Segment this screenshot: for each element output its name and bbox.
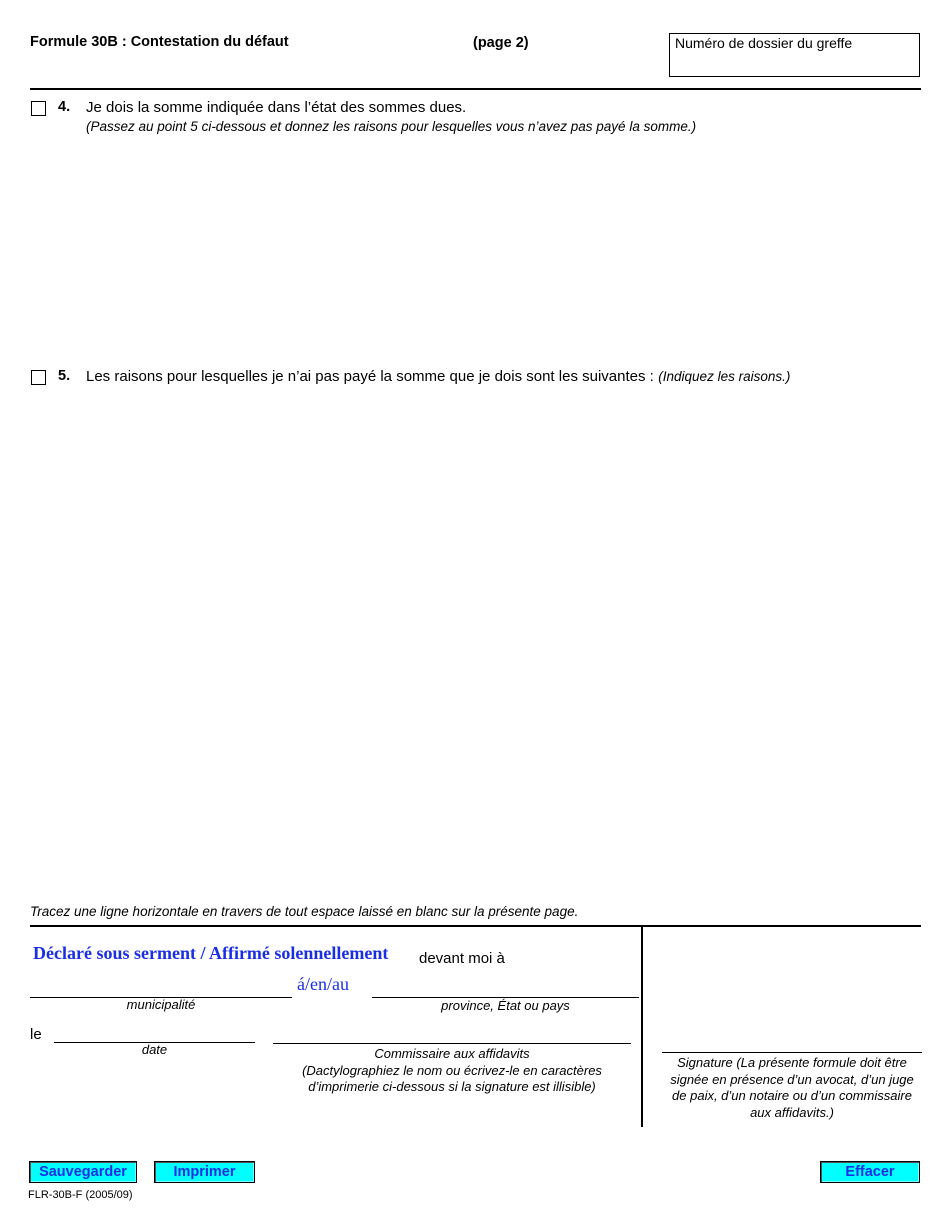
item-4-note: (Passez au point 5 ci-dessous et donnez les raisons pour lesquelles vous n’avez pas payé la somme.) [86,119,697,134]
date-prefix-label: le [30,1026,42,1043]
location-connector: á/en/au [297,974,349,994]
municipality-caption: municipalité [126,997,196,1012]
signature-area[interactable] [662,940,922,1052]
save-button[interactable]: Sauvegarder [29,1161,137,1183]
commissioner-caption: Commissaire aux affidavits [374,1046,530,1061]
signature-line [662,1052,922,1053]
signature-divider [641,926,643,1127]
court-file-number-label: Numéro de dossier du greffe [675,35,853,51]
commissioner-line[interactable] [273,1043,631,1044]
item-4-response-area[interactable] [86,140,921,355]
form-title: Formule 30B : Contestation du défaut [30,34,289,50]
province-caption: province, État ou pays [441,998,570,1013]
commissioner-note: (Dactylographiez le nom ou écrivez-le en caractères d’imprimerie ci-dessous si la signature est illisible) [302,1063,602,1094]
item-5-response-area[interactable] [86,392,921,882]
item-5-note: (Indiquez les raisons.) [658,369,791,384]
item-4-number: 4. [58,99,71,115]
item-5-number: 5. [58,368,71,384]
blank-space-instruction: Tracez une ligne horizontale en travers de tout espace laissé en blanc sur la présente page. [30,904,579,919]
court-file-number-field[interactable] [669,33,920,77]
clear-button[interactable]: Effacer [820,1161,920,1183]
sworn-affirmed-label: Déclaré sous serment / Affirmé solennellement [33,943,389,963]
item-4-checkbox[interactable] [31,101,46,116]
item-5-line [86,368,790,386]
jurat-top-divider [30,925,921,927]
form-code: FLR-30B-F (2005/09) [28,1189,133,1201]
item-5-checkbox[interactable] [31,370,46,385]
header-divider [30,88,921,90]
signature-caption: Signature (La présente formule doit être signée en présence d’un avocat, d’un juge de paix, d’un notaire ou d’un commissaire aux affidavits.) [670,1055,914,1120]
item-4-text: Je dois la somme indiquée dans l’état des sommes dues. [86,99,467,116]
print-button[interactable]: Imprimer [154,1161,255,1183]
page-number: (page 2) [473,35,529,51]
before-me-label: devant moi à [419,950,505,967]
date-caption: date [141,1042,168,1057]
item-5-text: Les raisons pour lesquelles je n’ai pas payé la somme que je dois sont les suivantes : [86,368,654,385]
